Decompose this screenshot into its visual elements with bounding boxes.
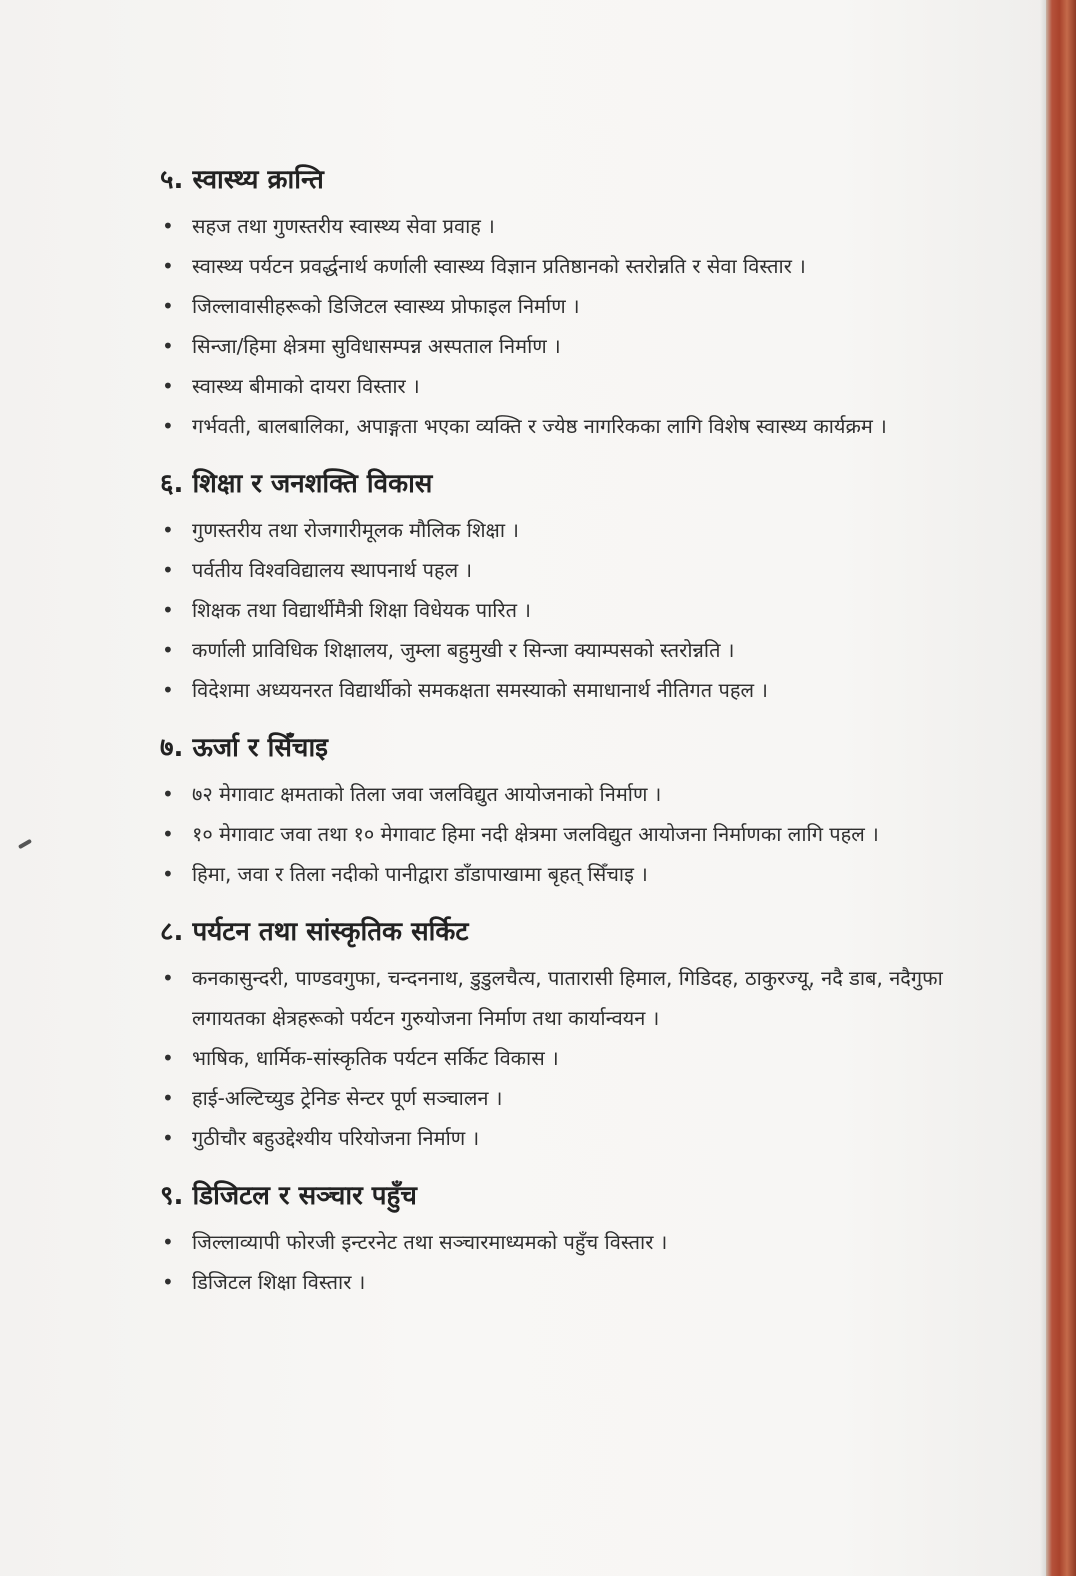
list-item-text: जिल्लावासीहरूको डिजिटल स्वास्थ्य प्रोफाइल निर्माण । — [192, 294, 580, 318]
list-item-text: भाषिक, धार्मिक-सांस्कृतिक पर्यटन सर्किट विकास । — [192, 1046, 559, 1070]
section-heading: ७. ऊर्जा र सिँचाइ — [160, 733, 328, 763]
section-health — [160, 160, 960, 446]
section-energy-irrigation — [160, 728, 960, 894]
list-item-text: गर्भवती, बालबालिका, अपाङ्गता भएका व्यक्ति र ज्येष्ठ नागरिकका लागि विशेष स्वास्थ्य कार्यक्रम । — [192, 414, 887, 438]
list-item — [160, 670, 960, 710]
section-education — [160, 464, 960, 710]
list-item — [160, 326, 960, 366]
bullet-icon: • — [162, 558, 174, 582]
section-heading: ९. डिजिटल र सञ्चार पहुँच — [160, 1181, 417, 1211]
list-item — [160, 814, 960, 854]
bullet-icon: • — [162, 1046, 174, 1070]
list-item — [160, 1222, 960, 1262]
list-item — [160, 1118, 960, 1158]
background-edge — [1046, 0, 1076, 1576]
list-item — [160, 590, 960, 630]
bullet-icon: • — [162, 822, 174, 846]
list-item-text: ७२ मेगावाट क्षमताको तिला जवा जलविद्युत आयोजनाको निर्माण । — [192, 782, 662, 806]
list-item-text: डिजिटल शिक्षा विस्तार । — [192, 1270, 366, 1294]
list-item-text: गुणस्तरीय तथा रोजगारीमूलक मौलिक शिक्षा । — [192, 518, 520, 542]
bullet-icon: • — [162, 374, 174, 398]
list-item — [160, 1262, 960, 1302]
list-item — [160, 286, 960, 326]
list-item-text: विदेशमा अध्ययनरत विद्यार्थीको समकक्षता समस्याको समाधानार्थ नीतिगत पहल । — [192, 678, 768, 702]
section-heading: ५. स्वास्थ्य क्रान्ति — [160, 165, 324, 195]
bullet-icon: • — [162, 782, 174, 806]
list-item — [160, 1038, 960, 1078]
bullet-list — [160, 774, 960, 894]
bullet-icon: • — [162, 1270, 174, 1294]
bullet-icon: • — [162, 598, 174, 622]
list-item-text: सहज तथा गुणस्तरीय स्वास्थ्य सेवा प्रवाह । — [192, 214, 495, 238]
list-item-text: हाई-अल्टिच्युड ट्रेनिङ सेन्टर पूर्ण सञ्चालन । — [192, 1086, 503, 1110]
bullet-icon: • — [162, 294, 174, 318]
list-item-text: कर्णाली प्राविधिक शिक्षालय, जुम्ला बहुमुखी र सिन्जा क्याम्पसको स्तरोन्नति । — [192, 638, 735, 662]
document-content — [160, 160, 960, 1320]
section-digital-communication — [160, 1176, 960, 1302]
bullet-icon: • — [162, 966, 174, 990]
bullet-icon: • — [162, 638, 174, 662]
list-item-text: १० मेगावाट जवा तथा १० मेगावाट हिमा नदी क्षेत्रमा जलविद्युत आयोजना निर्माणका लागि पहल । — [192, 822, 879, 846]
bullet-icon: • — [162, 254, 174, 278]
bullet-icon: • — [162, 1086, 174, 1110]
list-item — [160, 366, 960, 406]
list-item — [160, 246, 960, 286]
bullet-list — [160, 510, 960, 710]
section-heading: ८. पर्यटन तथा सांस्कृतिक सर्किट — [160, 917, 469, 947]
list-item-text: सिन्जा/हिमा क्षेत्रमा सुविधासम्पन्न अस्पताल निर्माण । — [192, 334, 561, 358]
bullet-list — [160, 1222, 960, 1302]
bullet-icon: • — [162, 334, 174, 358]
list-item — [160, 406, 960, 446]
bullet-icon: • — [162, 414, 174, 438]
list-item-text: शिक्षक तथा विद्यार्थीमैत्री शिक्षा विधेयक पारित । — [192, 598, 531, 622]
bullet-icon: • — [162, 518, 174, 542]
list-item — [160, 854, 960, 894]
list-item-text: स्वास्थ्य पर्यटन प्रवर्द्धनार्थ कर्णाली स्वास्थ्य विज्ञान प्रतिष्ठानको स्तरोन्नति र सेवा विस्तार । — [192, 254, 806, 278]
bullet-list — [160, 958, 960, 1158]
section-tourism — [160, 912, 960, 1158]
list-item — [160, 630, 960, 670]
list-item — [160, 1078, 960, 1118]
list-item-text: जिल्लाव्यापी फोरजी इन्टरनेट तथा सञ्चारमाध्यमको पहुँच विस्तार । — [192, 1230, 668, 1254]
list-item — [160, 774, 960, 814]
list-item — [160, 958, 960, 1038]
bullet-icon: • — [162, 862, 174, 886]
list-item-text: गुठीचौर बहुउद्देश्यीय परियोजना निर्माण । — [192, 1126, 480, 1150]
list-item — [160, 510, 960, 550]
list-item-text: हिमा, जवा र तिला नदीको पानीद्वारा डाँडापाखामा बृहत् सिँचाइ । — [192, 862, 648, 886]
list-item — [160, 206, 960, 246]
bullet-icon: • — [162, 1230, 174, 1254]
bullet-icon: • — [162, 678, 174, 702]
list-item-text: कनकासुन्दरी, पाण्डवगुफा, चन्दननाथ, डुडुलचैत्य, पातारासी हिमाल, गिडिदह, ठाकुरज्यू, नदै डाब, नदैगुफा लगायतका क्षेत्रहरूको पर्यटन गुरुयोजना निर्माण तथा कार्यान्वयन । — [192, 966, 943, 1030]
bullet-icon: • — [162, 1126, 174, 1150]
bullet-icon: • — [162, 214, 174, 238]
bullet-list — [160, 206, 960, 446]
list-item-text: पर्वतीय विश्वविद्यालय स्थापनार्थ पहल । — [192, 558, 473, 582]
list-item — [160, 550, 960, 590]
section-heading: ६. शिक्षा र जनशक्ति विकास — [160, 469, 433, 499]
list-item-text: स्वास्थ्य बीमाको दायरा विस्तार । — [192, 374, 420, 398]
